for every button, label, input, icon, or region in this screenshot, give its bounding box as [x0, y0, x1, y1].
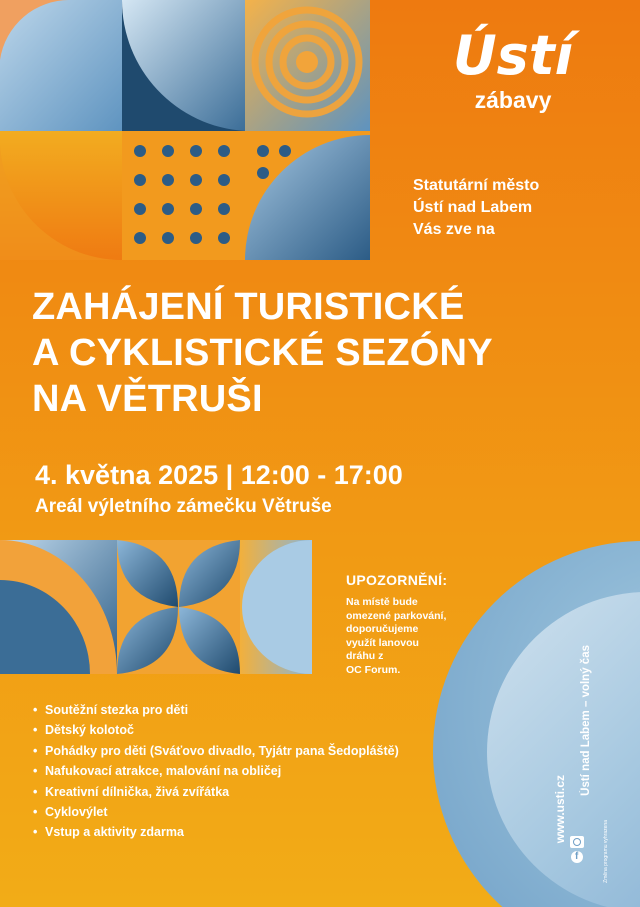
- title-line: A CYKLISTICKÉ SEZÓNY: [32, 332, 493, 374]
- fine-print: Změna programu vyhrazena: [603, 820, 609, 883]
- list-item: • Pohádky pro děti (Sváťovo divadlo, Tyjátr pana Šedopláště): [33, 741, 399, 761]
- deco-dot: [279, 145, 291, 157]
- list-item: • Vstup a aktivity zdarma: [33, 822, 399, 842]
- deco-tile-petals: [117, 540, 240, 674]
- deco-dot: [190, 232, 202, 244]
- activities-list: [33, 700, 399, 843]
- notice-line: dráhu z: [346, 650, 384, 662]
- deco-dot: [190, 145, 202, 157]
- deco-dot: [218, 174, 230, 186]
- deco-dot: [218, 203, 230, 215]
- deco-dot: [134, 174, 146, 186]
- deco-dot: [218, 145, 230, 157]
- notice-line: OC Forum.: [346, 663, 401, 676]
- deco-tile-dots: [122, 131, 245, 260]
- notice-text: [346, 596, 466, 677]
- list-item: • Nafukovací atrakce, malování na obličej: [33, 761, 399, 781]
- deco-dot: [134, 232, 146, 244]
- list-item: • Dětský kolotoč: [33, 720, 399, 740]
- deco-dot: [190, 174, 202, 186]
- notice-line: využít lanovou: [346, 636, 419, 649]
- deco-dot: [162, 174, 174, 186]
- instagram-icon[interactable]: [570, 836, 584, 848]
- invitation-text: [413, 175, 539, 241]
- deco-tile: [245, 131, 370, 260]
- deco-dot: [162, 232, 174, 244]
- list-item: • Kreativní dílnička, živá zvířátka: [33, 782, 399, 802]
- deco-dot: [162, 203, 174, 215]
- notice-line: doporučujeme: [346, 623, 419, 635]
- title-line: ZAHÁJENÍ TURISTICKÉ: [32, 286, 465, 328]
- deco-tile: [245, 0, 370, 131]
- invite-line: Statutární město: [413, 177, 540, 194]
- title-line: NA VĚTRUŠI: [32, 378, 263, 420]
- list-item: • Cyklovýlet: [33, 802, 399, 822]
- facebook-icon[interactable]: f: [571, 851, 583, 863]
- city-label: Ústí nad Labem – volný čas: [580, 645, 592, 796]
- deco-tile: [122, 0, 245, 131]
- deco-dot: [162, 145, 174, 157]
- deco-tile: [0, 540, 117, 674]
- brand-logo: [413, 24, 613, 114]
- deco-dot: [257, 145, 269, 157]
- event-date-time: 4. května 2025 | 12:00 - 17:00: [35, 460, 403, 490]
- invite-line: Vás zve na: [413, 221, 495, 238]
- website-link[interactable]: www.usti.cz: [553, 775, 567, 844]
- deco-tile: [0, 0, 122, 131]
- deco-dot: [134, 145, 146, 157]
- deco-dot: [257, 167, 269, 179]
- notice-title: UPOZORNĚNÍ:: [346, 572, 448, 588]
- brand-name: Ústí: [452, 24, 574, 87]
- event-title: [32, 284, 493, 422]
- event-venue: Areál výletního zámečku Větruše: [35, 496, 332, 517]
- deco-tile: [240, 540, 312, 674]
- deco-dot: [218, 232, 230, 244]
- notice-line: omezené parkování,: [346, 609, 447, 622]
- brand-subtitle: zábavy: [474, 87, 552, 113]
- list-item: • Soutěžní stezka pro děti: [33, 700, 399, 720]
- deco-tile: [0, 131, 122, 260]
- notice-line: Na místě bude: [346, 596, 418, 608]
- deco-dot: [190, 203, 202, 215]
- invite-line: Ústí nad Labem: [413, 199, 533, 216]
- deco-dot: [134, 203, 146, 215]
